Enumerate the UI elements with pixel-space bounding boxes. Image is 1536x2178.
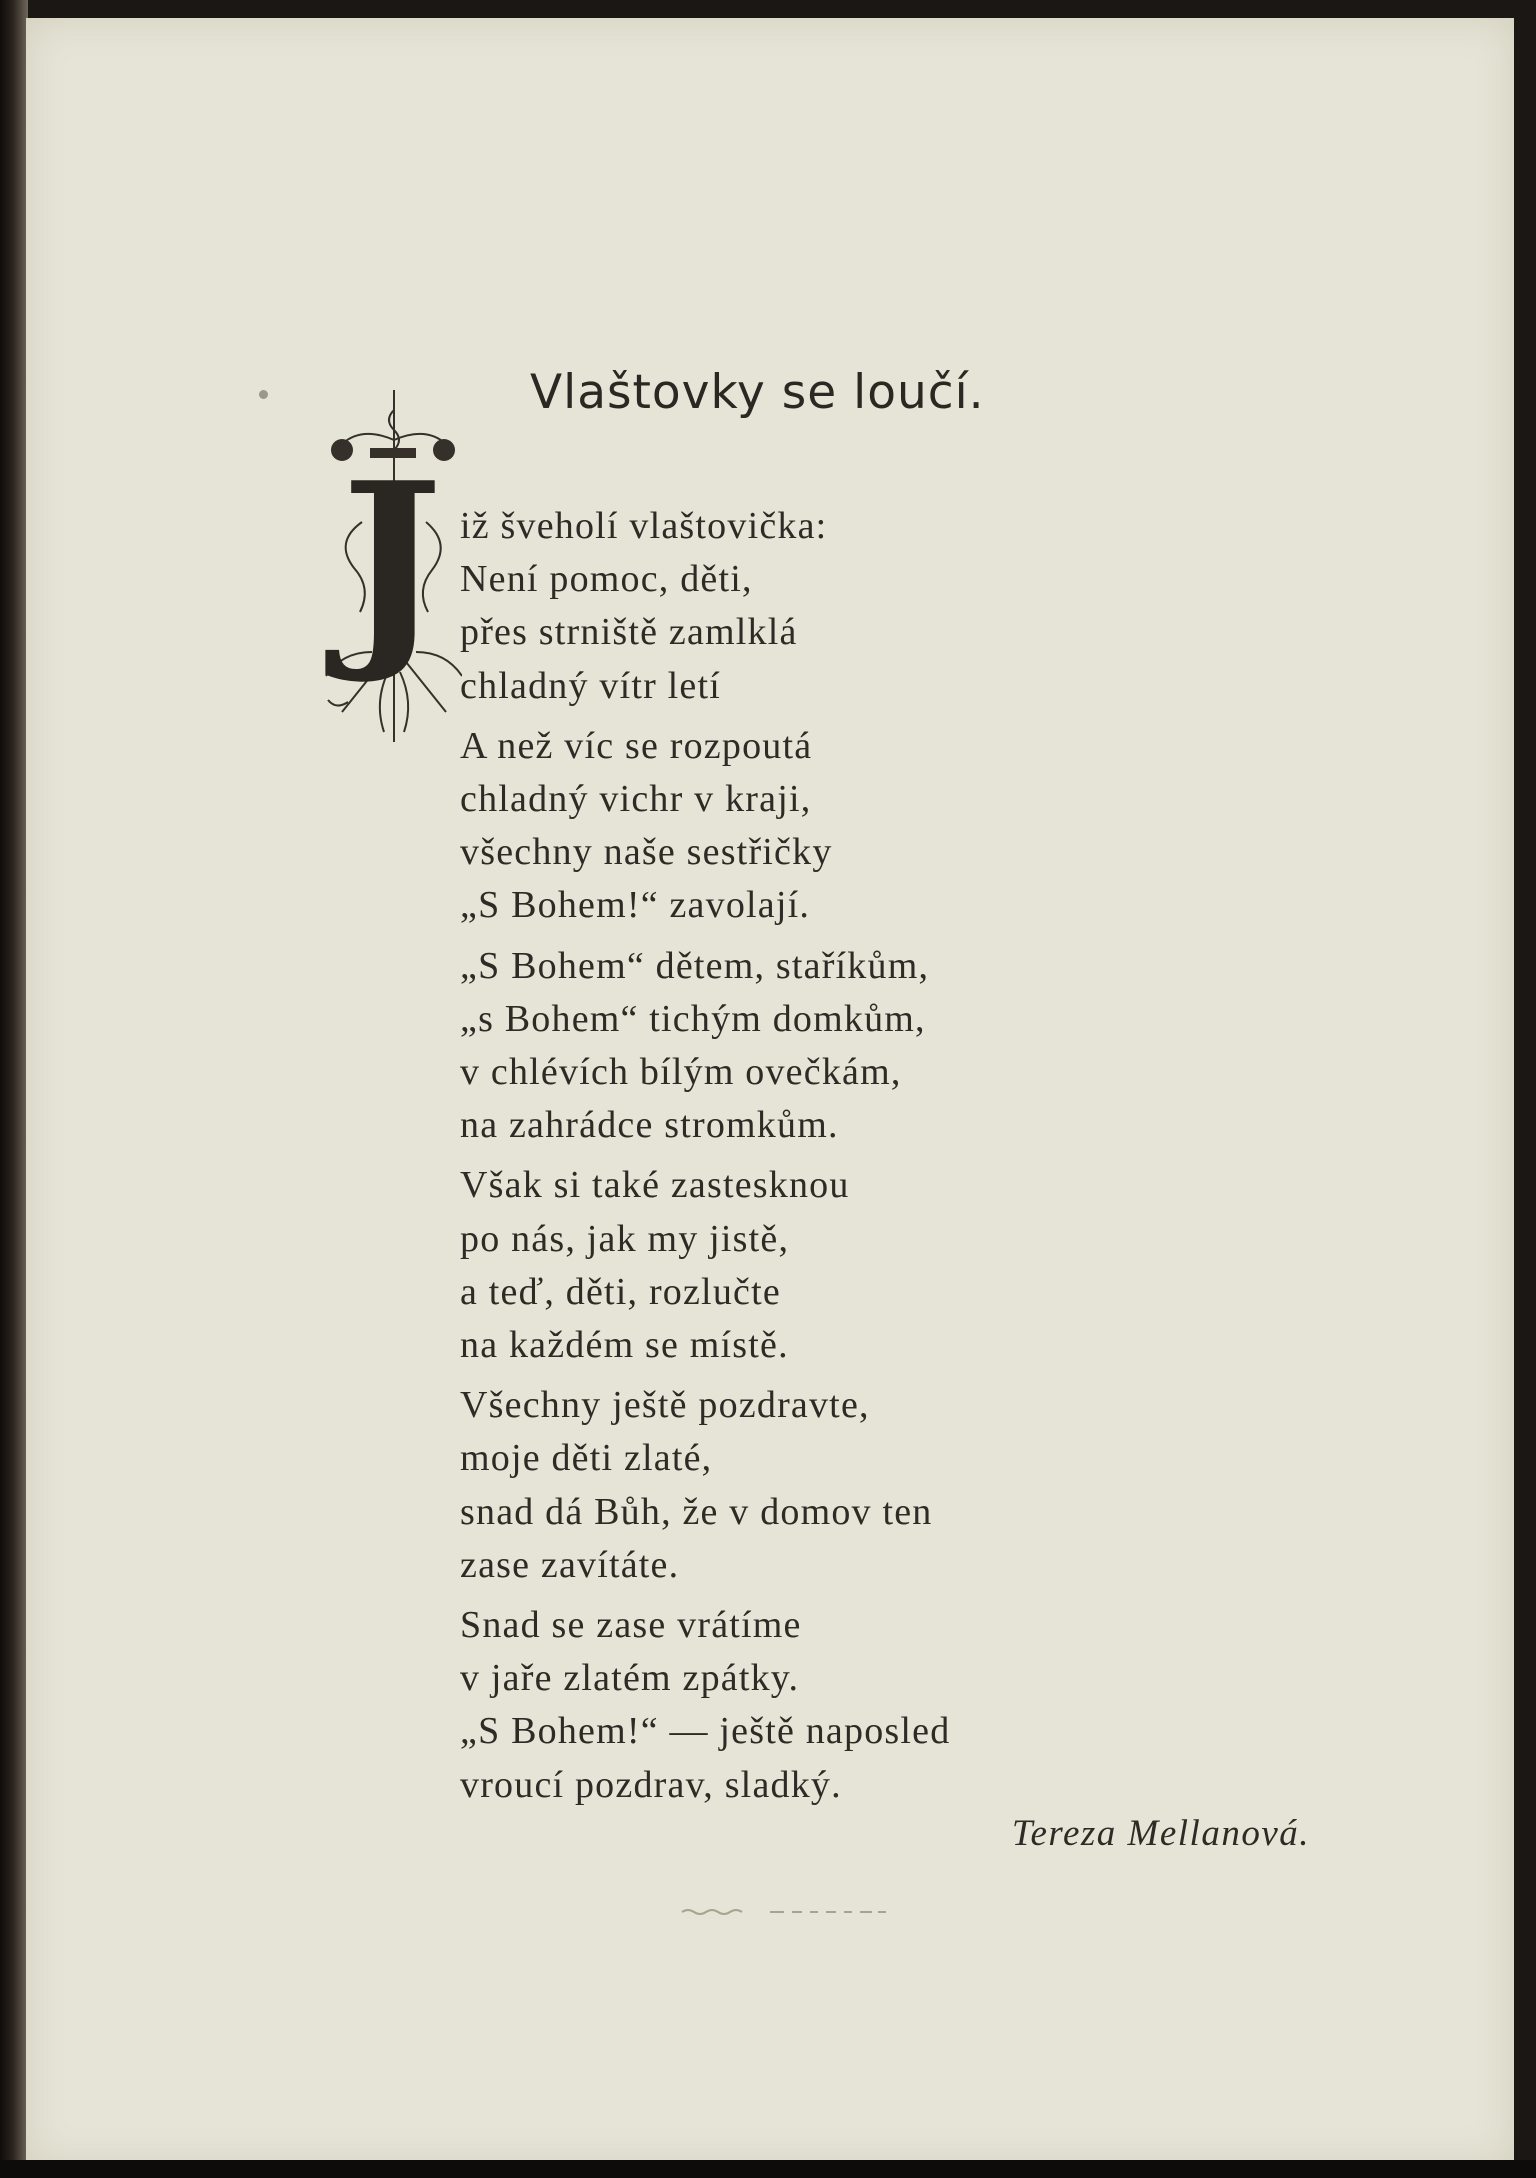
poem-stanza xyxy=(460,1379,950,1592)
page-speck-dot xyxy=(259,390,268,399)
ornament-divider xyxy=(680,1906,890,1916)
poem-line: snad dá Bůh, že v domov ten xyxy=(460,1490,933,1533)
poem-line: Však si také zastesknou xyxy=(460,1164,850,1207)
poem-line: „S Bohem!“ zavolají. xyxy=(460,884,811,927)
poem-line: „S Bohem“ dětem, staříkům, xyxy=(460,944,930,987)
poem-line: Snad se zase vrátíme xyxy=(460,1604,802,1647)
poem-line: na každém se místě. xyxy=(460,1324,789,1367)
poem-stanza xyxy=(460,1159,950,1372)
poem-author: Tereza Mellanová. xyxy=(1011,1813,1310,1854)
page-bottom-edge xyxy=(0,2160,1536,2178)
poem-line: „s Bohem“ tichým domkům, xyxy=(460,997,926,1040)
poem-line: iž šveholí vlaštovička: xyxy=(460,505,828,547)
poem-line: přes strniště zamlklá xyxy=(460,611,798,654)
poem-line: „S Bohem!“ — ještě naposled xyxy=(460,1710,951,1753)
poem-line: A než víc se rozpoutá xyxy=(460,724,813,767)
poem-stanza xyxy=(460,720,950,933)
poem-line: na zahrádce stromkům. xyxy=(460,1104,839,1147)
poem-line: a teď, děti, rozlučte xyxy=(460,1270,781,1313)
poem-line: Všechny ještě pozdravte, xyxy=(460,1384,870,1427)
poem-line: v jaře zlatém zpátky. xyxy=(460,1657,800,1700)
poem-line: zase zavítáte. xyxy=(460,1543,680,1586)
poem-line: chladný vichr v kraji, xyxy=(460,778,812,821)
poem-line: chladný vítr letí xyxy=(460,664,721,707)
poem-line: po nás, jak my jistě, xyxy=(460,1217,790,1260)
drop-cap-letter: J xyxy=(341,435,443,688)
poem-stanza xyxy=(460,1599,950,1812)
poem-stanza xyxy=(460,500,950,713)
poem-stanza xyxy=(460,940,950,1153)
poem-line: Není pomoc, děti, xyxy=(460,558,753,601)
poem-line: moje děti zlaté, xyxy=(460,1437,713,1480)
poem-body xyxy=(460,500,950,1819)
book-spine xyxy=(0,0,28,2178)
poem-line: všechny naše sestřičky xyxy=(460,831,833,874)
poem-line: v chlévích bílým ovečkám, xyxy=(460,1051,902,1094)
poem-title: Vlaštovky se loučí. xyxy=(530,365,985,420)
poem-line: vroucí pozdrav, sladký. xyxy=(460,1763,842,1806)
